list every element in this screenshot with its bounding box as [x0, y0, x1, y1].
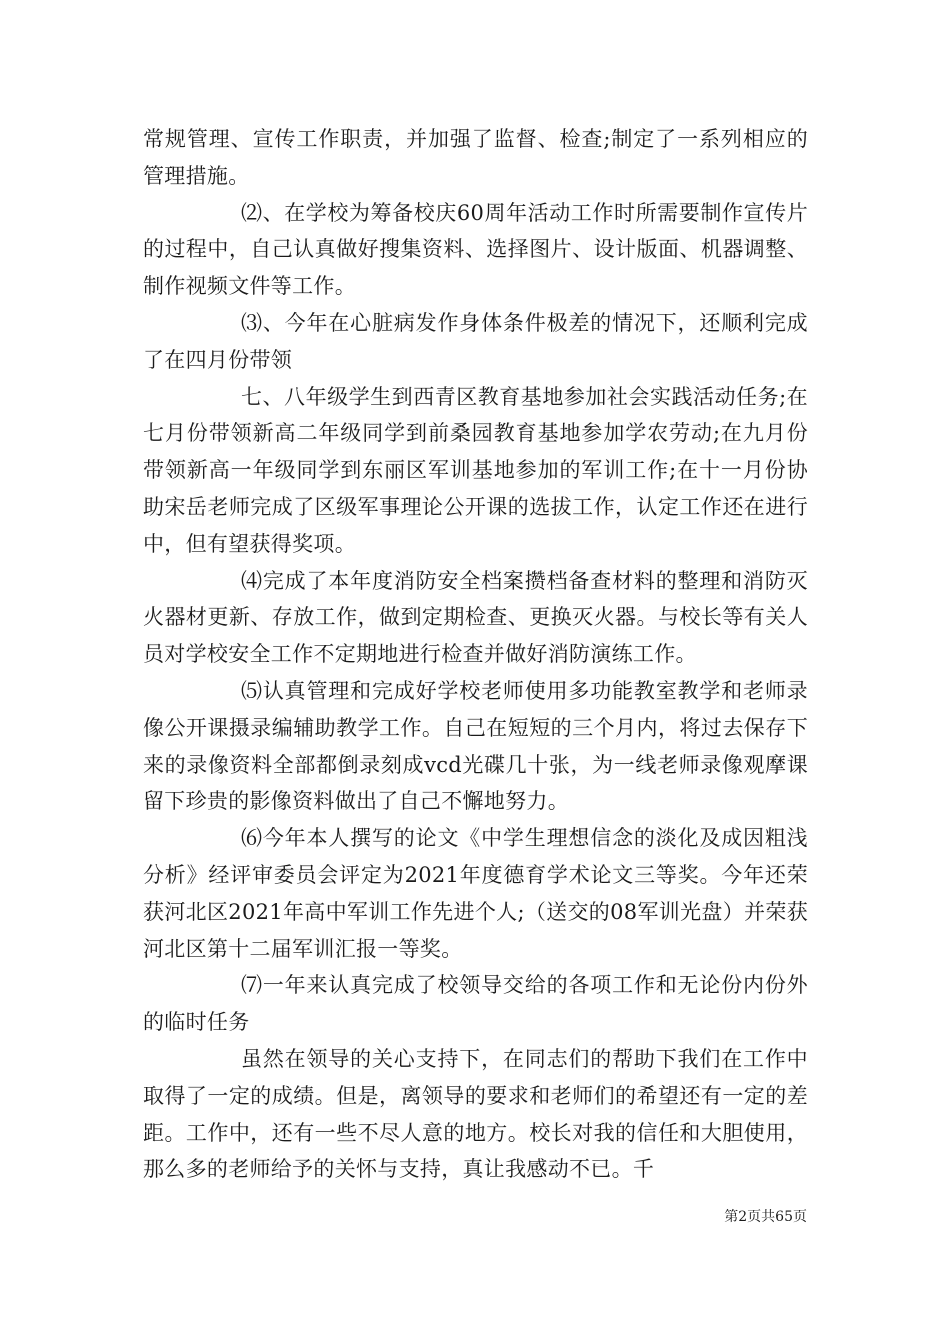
document-body — [143, 121, 808, 1188]
paragraph-4: 七、八年级学生到西青区教育基地参加社会实践活动任务;在七月份带领新高二年级同学到前桑园教育基地参加学农劳动;在九月份带领新高一年级同学到东丽区军训基地参加的军训工作;在十一月份协助宋岳老师完成了区级军事理论公开课的选拔工作，认定工作还在进行中，但有望获得奖项。 — [143, 384, 808, 556]
paragraph-5: ⑷完成了本年度消防安全档案攒档备查材料的整理和消防灭火器材更新、存放工作，做到定期检查、更换灭火器。与校长等有关人员对学校安全工作不定期地进行检查并做好消防演练工作。 — [143, 568, 808, 667]
paragraph-3: ⑶、今年在心脏病发作身体条件极差的情况下，还顺利完成了在四月份带领 — [143, 310, 808, 372]
paragraph-9: 虽然在领导的关心支持下，在同志们的帮助下我们在工作中取得了一定的成绩。但是，离领导的要求和老师们的希望还有一定的差距。工作中，还有一些不尽人意的地方。校长对我的信任和大胆使用，那么多的老师给予的关怀与支持，真让我感动不已。千 — [143, 1046, 808, 1182]
paragraph-6: ⑸认真管理和完成好学校老师使用多功能教室教学和老师录像公开课摄录编辅助教学工作。自己在短短的三个月内，将过去保存下来的录像资料全部都倒录刻成vcd光碟几十张，为一线老师录像观摩课留下珍贵的影像资料做出了自己不懈地努力。 — [143, 678, 808, 814]
paragraph-1: 常规管理、宣传工作职责，并加强了监督、检查;制定了一系列相应的管理措施。 — [143, 127, 808, 188]
paragraph-7: ⑹今年本人撰写的论文《中学生理想信念的淡化及成因粗浅分析》经评审委员会评定为2021年度德育学术论文三等奖。今年还荣获河北区2021年高中军训工作先进个人;（送交的08军训光盘）并荣获河北区第十二届军训汇报一等奖。 — [143, 826, 808, 961]
paragraph-2: ⑵、在学校为筹备校庆60周年活动工作时所需要制作宣传片的过程中，自己认真做好搜集资料、选择图片、设计版面、机器调整、制作视频文件等工作。 — [143, 200, 808, 299]
page-number-footer: 第2页共65页 — [724, 1209, 807, 1225]
paragraph-8: ⑺一年来认真完成了校领导交给的各项工作和无论份内份外的临时任务 — [143, 973, 808, 1035]
